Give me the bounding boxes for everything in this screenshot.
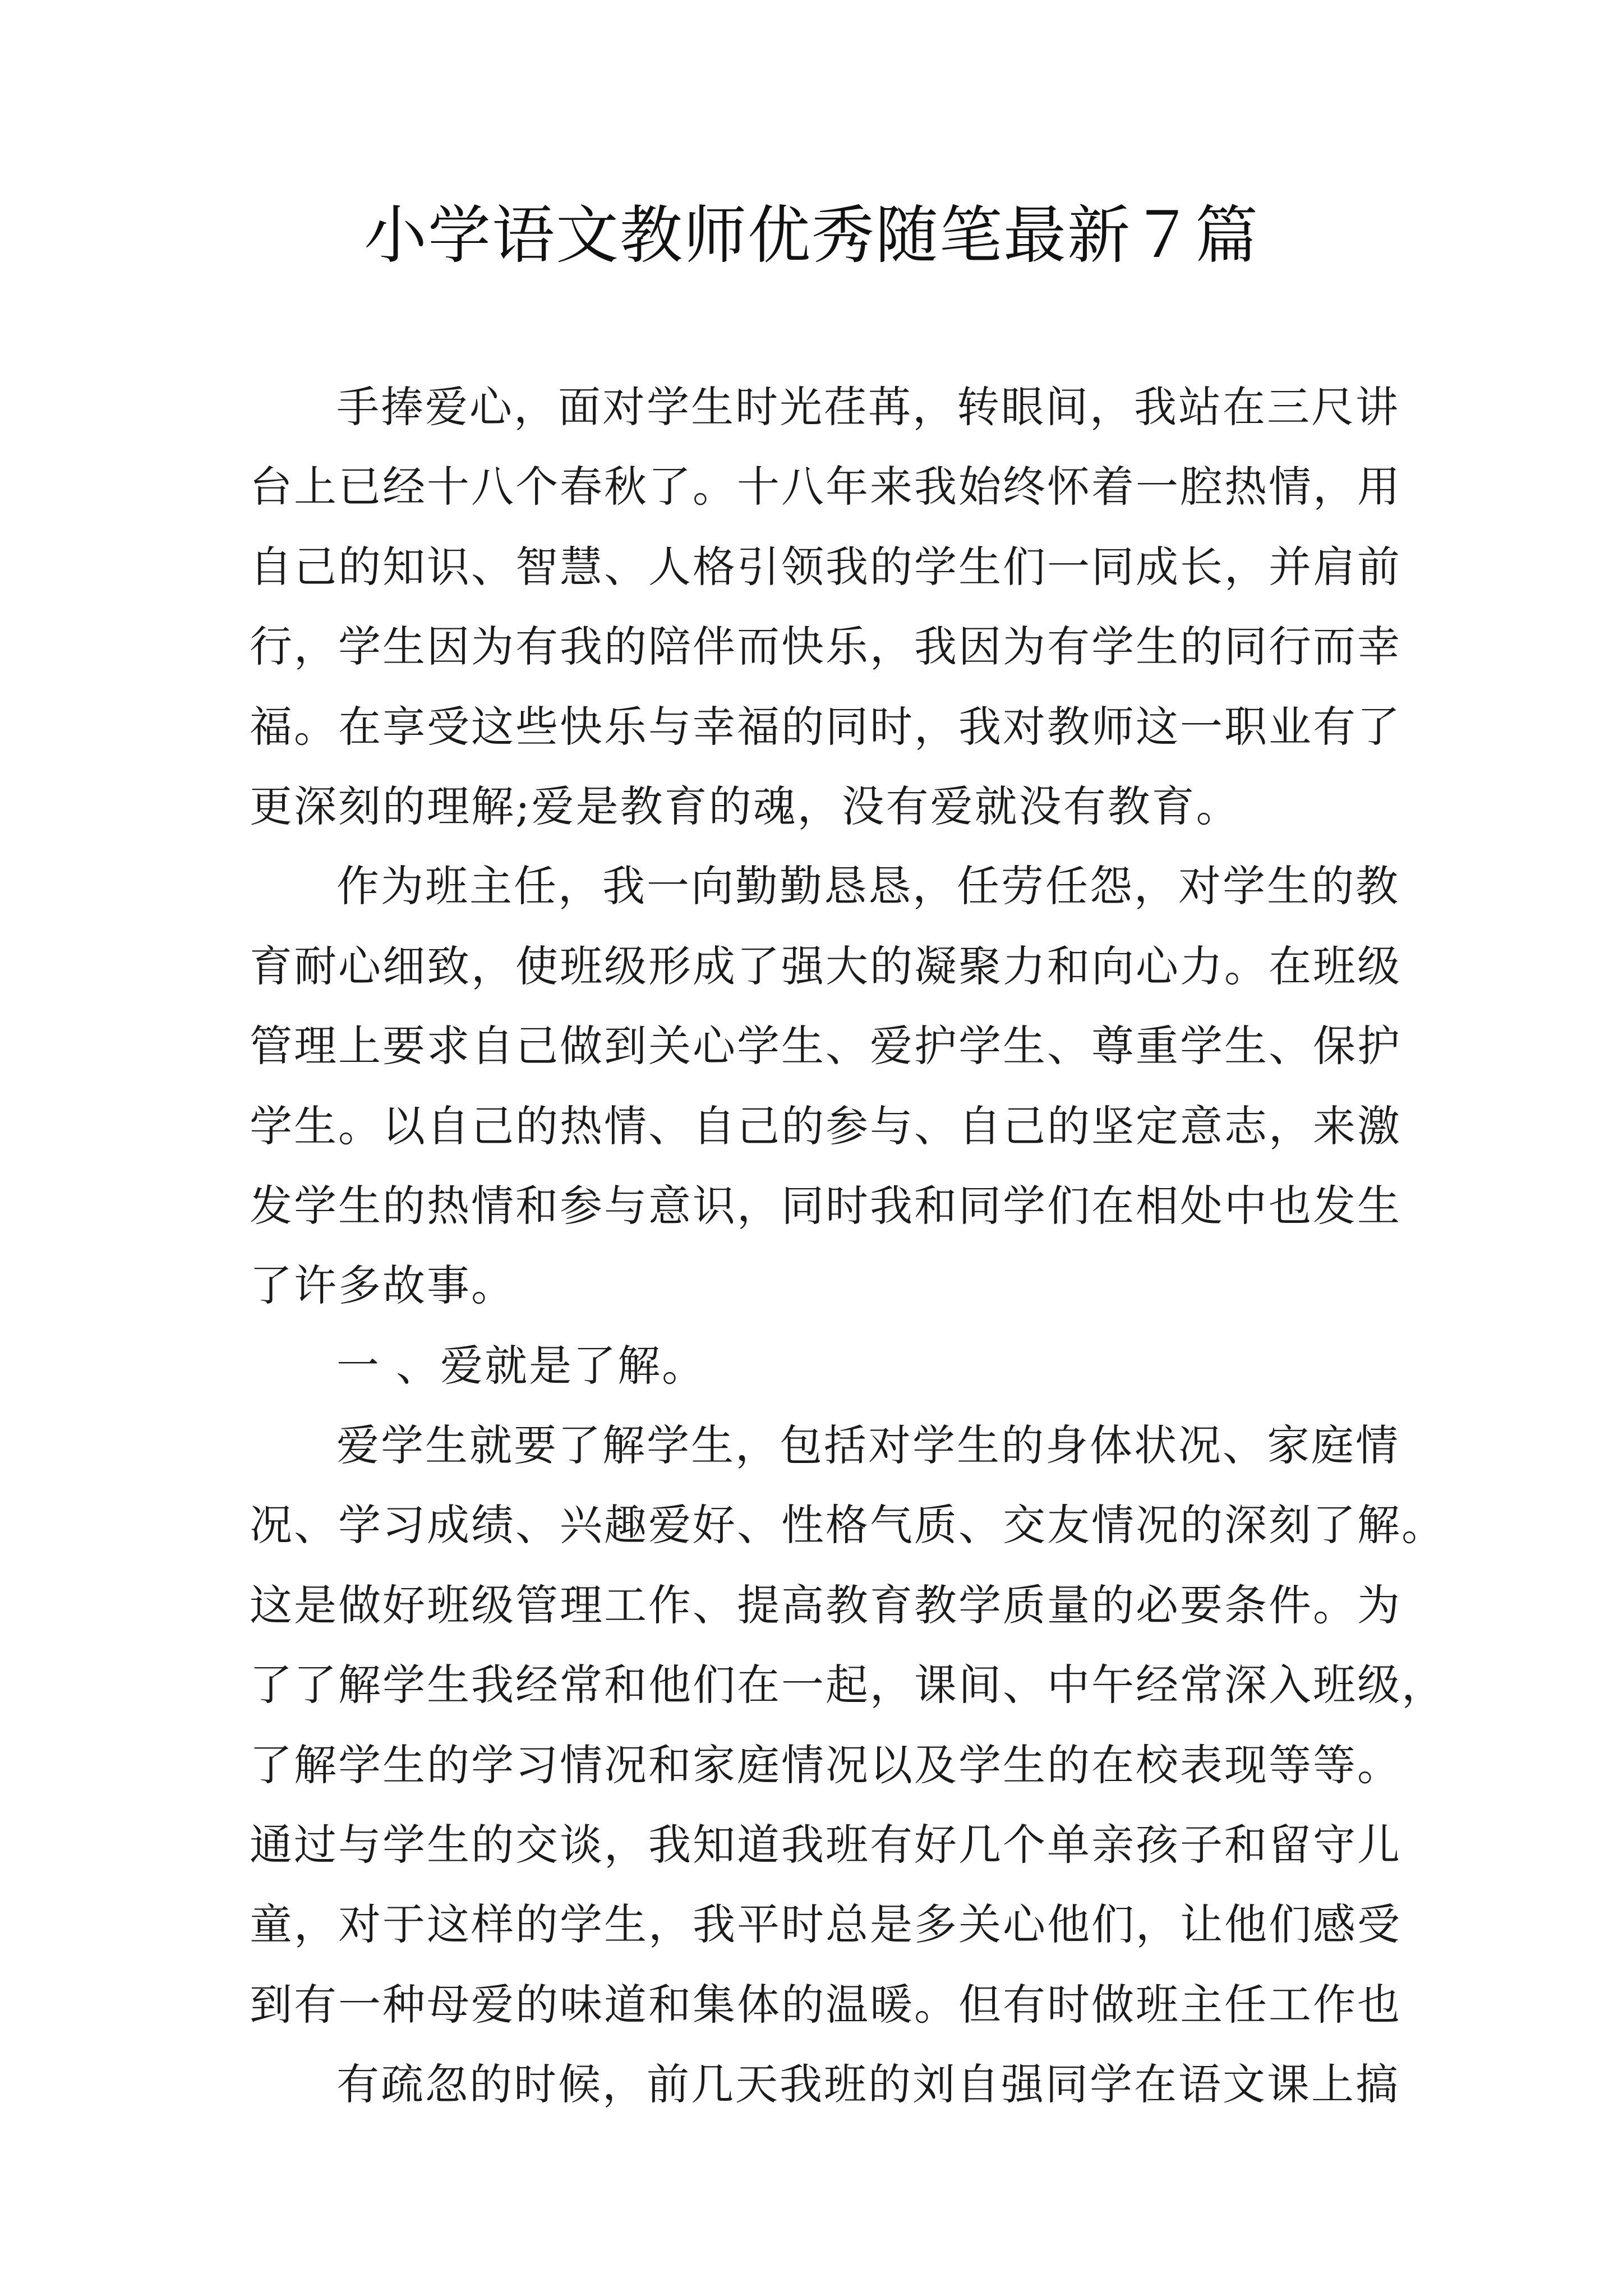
paragraph-line: 育耐心细致，使班级形成了强大的凝聚力和向心力。在班级 (250, 941, 1401, 991)
paragraph-line: 了许多故事。 (250, 1260, 515, 1311)
paragraph-line: 童，对于这样的学生，我平时总是多关心他们，让他们感受 (250, 1899, 1401, 1950)
paragraph-line: 行，学生因为有我的陪伴而快乐，我因为有学生的同行而幸 (250, 622, 1401, 672)
paragraph-line: 管理上要求自己做到关心学生、爱护学生、尊重学生、保护 (250, 1021, 1401, 1071)
paragraph-line: 发学生的热情和参与意识，同时我和同学们在相处中也发生 (250, 1180, 1401, 1231)
paragraph-line: 这是做好班级管理工作、提高教育教学质量的必要条件。为 (250, 1580, 1401, 1630)
paragraph-line: 自己的知识、智慧、人格引领我的学生们一同成长，并肩前 (250, 541, 1401, 592)
paragraph-line: 了解学生的学习情况和家庭情况以及学生的在校表现等等。 (250, 1740, 1401, 1790)
section-heading: 一 、爱就是了解。 (336, 1340, 707, 1391)
paragraph-line: 手捧爱心，面对学生时光荏苒，转眼间，我站在三尺讲 (336, 382, 1400, 432)
document-body (250, 367, 1446, 2125)
paragraph-line: 台上已经十八个春秋了。十八年来我始终怀着一腔热情，用 (250, 462, 1401, 512)
paragraph-line: 福。在享受这些快乐与幸福的同时，我对教师这一职业有了 (250, 701, 1401, 752)
paragraph-line: 况、学习成绩、兴趣爱好、性格气质、交友情况的深刻了解。 (250, 1500, 1446, 1550)
paragraph-line: 到有一种母爱的味道和集体的温暖。但有时做班主任工作也 (250, 1979, 1401, 2030)
paragraph-line: 学生。以自己的热情、自己的参与、自己的坚定意志，来激 (250, 1101, 1401, 1151)
paragraph-line: 爱学生就要了解学生，包括对学生的身体状况、家庭情 (336, 1420, 1400, 1471)
paragraph-line: 了了解学生我经常和他们在一起，课间、中午经常深入班级， (250, 1660, 1446, 1710)
paragraph-line: 有疏忽的时候，前几天我班的刘自强同学在语文课上搞 (336, 2059, 1400, 2110)
paragraph-line: 更深刻的理解;爱是教育的魂，没有爱就没有教育。 (250, 781, 1241, 831)
paragraph-line: 通过与学生的交谈，我知道我班有好几个单亲孩子和留守儿 (250, 1820, 1401, 1870)
document-title: 小学语文教师优秀随笔最新７篇 (364, 199, 1259, 272)
paragraph-line: 作为班主任，我一向勤勤恳恳，任劳任怨，对学生的教 (336, 861, 1400, 912)
